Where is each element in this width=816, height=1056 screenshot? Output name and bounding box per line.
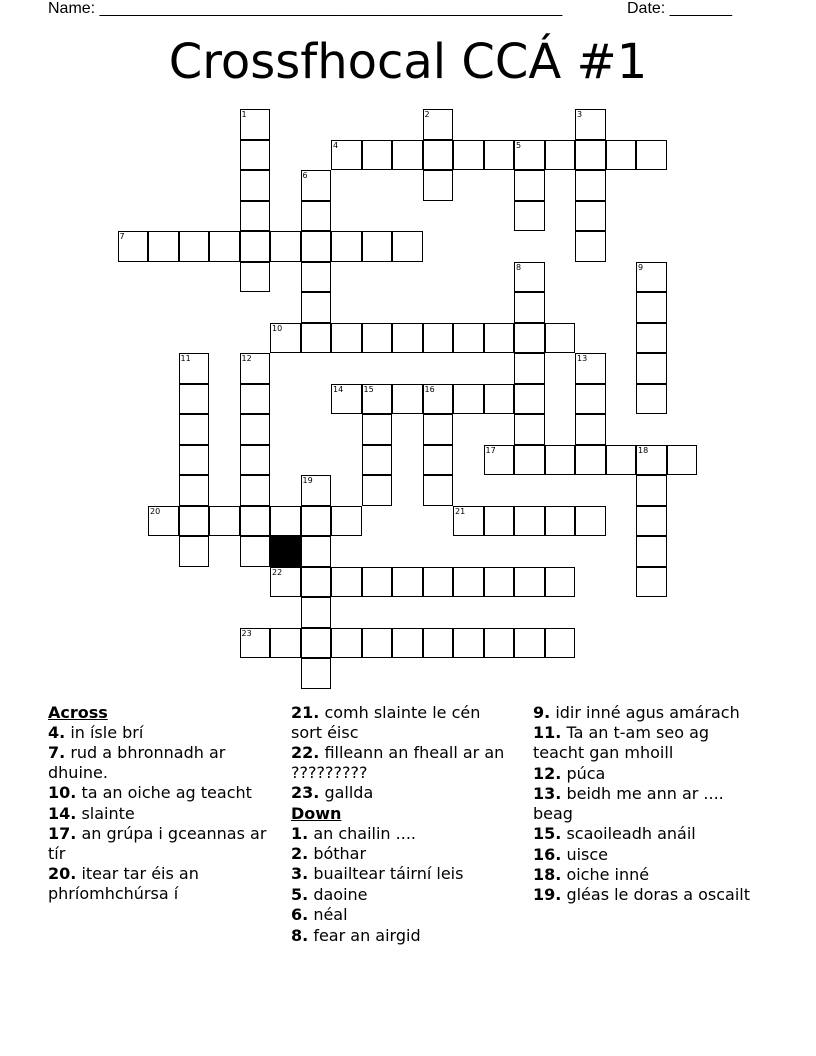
- crossword-cell[interactable]: [240, 201, 271, 232]
- clue-number: 8.: [291, 925, 309, 945]
- crossword-cell[interactable]: [362, 445, 393, 476]
- crossword-cell[interactable]: [301, 262, 332, 293]
- crossword-cell[interactable]: [301, 475, 332, 506]
- clue-number: 6.: [291, 905, 309, 925]
- crossword-cell[interactable]: [636, 536, 667, 567]
- clue-text: fear an airgid: [313, 925, 421, 945]
- crossword-cell[interactable]: [575, 414, 606, 445]
- crossword-cell[interactable]: [392, 628, 423, 659]
- clue-number: 22: [272, 567, 283, 577]
- clue-item: [291, 743, 511, 783]
- crossword-cell[interactable]: [545, 506, 576, 537]
- clue-number: 10.: [48, 783, 77, 803]
- clue-item: [291, 905, 511, 925]
- crossword-cell[interactable]: [514, 445, 545, 476]
- clue-item: [291, 824, 511, 844]
- clue-text: buailtear táirní leis: [313, 864, 464, 884]
- clue-number: 8: [516, 262, 522, 272]
- crossword-cell[interactable]: [575, 445, 606, 476]
- clue-text: bóthar: [313, 843, 367, 863]
- clue-item: [533, 824, 763, 844]
- crossword-cell[interactable]: [423, 567, 454, 598]
- crossword-cell[interactable]: [423, 140, 454, 171]
- crossword-cell[interactable]: [240, 353, 271, 384]
- crossword-cell[interactable]: [331, 567, 362, 598]
- clue-text: itear tar éis an phríomhchúrsa í: [48, 864, 199, 904]
- down-heading: Down: [291, 803, 342, 823]
- clue-number: 3: [577, 110, 583, 119]
- clue-text: daoine: [313, 884, 368, 904]
- page-title: Crossfhocal CCÁ #1: [168, 34, 648, 90]
- clue-text: in ísle brí: [70, 722, 144, 742]
- crossword-cell[interactable]: [179, 536, 210, 567]
- crossword-cell[interactable]: [636, 445, 667, 476]
- crossword-cell[interactable]: [453, 567, 484, 598]
- crossword-cell[interactable]: [423, 628, 454, 659]
- crossword-cell[interactable]: [362, 475, 393, 506]
- clue-number: 22.: [291, 743, 320, 763]
- crossword-cell[interactable]: [301, 628, 332, 659]
- clue-item: [533, 784, 763, 824]
- crossword-cell[interactable]: [575, 506, 606, 537]
- clue-number: 13.: [533, 783, 562, 803]
- crossword-cell[interactable]: [514, 414, 545, 445]
- clue-number: 20.: [48, 864, 77, 884]
- crossword-cell[interactable]: [545, 323, 576, 354]
- clue-text: filleann an fheall ar an ?????????: [291, 743, 505, 782]
- clue-number: 1: [241, 110, 247, 119]
- clue-number: 20: [150, 506, 161, 516]
- clue-item: [291, 926, 511, 946]
- clue-item: [291, 844, 511, 864]
- clue-item: [48, 824, 273, 864]
- crossword-cell[interactable]: [423, 170, 454, 201]
- clue-item: [533, 865, 763, 885]
- clue-number: 14.: [48, 803, 77, 823]
- clue-number: 15: [363, 384, 374, 394]
- crossword-cell[interactable]: [392, 567, 423, 598]
- crossword-cell[interactable]: [301, 506, 332, 537]
- clue-text: Ta an t-am seo ag teacht gan mhoill: [533, 723, 710, 763]
- crossword-cell[interactable]: [301, 323, 332, 354]
- clue-item: [291, 885, 511, 905]
- clue-number: 13: [577, 354, 588, 363]
- crossword-cell[interactable]: [179, 414, 210, 445]
- clue-text: uisce: [566, 844, 608, 864]
- crossword-cell[interactable]: [545, 567, 576, 598]
- crossword-cell[interactable]: [240, 109, 271, 140]
- clue-item: [48, 864, 273, 904]
- crossword-cell[interactable]: [453, 506, 484, 537]
- clue-number: 16.: [533, 844, 562, 864]
- clue-number: 7.: [48, 743, 66, 763]
- crossword-cell[interactable]: [331, 323, 362, 354]
- clue-number: 12.: [533, 763, 562, 783]
- clue-number: 17.: [48, 824, 77, 844]
- crossword-cell[interactable]: [575, 231, 606, 262]
- clue-item: [291, 703, 511, 743]
- clue-number: 3.: [291, 864, 309, 884]
- crossword-cell[interactable]: [301, 170, 332, 201]
- crossword-cell[interactable]: [270, 628, 301, 659]
- clue-number: 23: [241, 628, 252, 638]
- clue-text: slainte: [81, 803, 135, 823]
- crossword-cell[interactable]: [301, 536, 332, 567]
- crossword-cell[interactable]: [240, 506, 271, 537]
- clue-number: 19.: [533, 885, 562, 905]
- crossword-cell[interactable]: [240, 445, 271, 476]
- crossword-cell[interactable]: [270, 506, 301, 537]
- clue-column-2: [291, 703, 511, 946]
- crossword-cell[interactable]: [209, 231, 240, 262]
- crossword-cell[interactable]: [423, 323, 454, 354]
- clue-number: 4: [333, 140, 339, 150]
- black-square: [270, 536, 301, 567]
- crossword-cell[interactable]: [606, 445, 637, 476]
- crossword-cell[interactable]: [362, 231, 393, 262]
- clue-item: [533, 764, 763, 784]
- crossword-cell[interactable]: [362, 384, 393, 415]
- clue-item: [533, 845, 763, 865]
- crossword-cell[interactable]: [514, 201, 545, 232]
- crossword-cell[interactable]: [240, 414, 271, 445]
- clue-item: [48, 723, 273, 743]
- clue-text: beidh me ann ar .... beag: [533, 783, 724, 823]
- crossword-cell[interactable]: [636, 323, 667, 354]
- clue-number: 19: [302, 476, 313, 485]
- clue-number: 14: [333, 384, 344, 394]
- crossword-cell[interactable]: [301, 658, 332, 689]
- clue-text: ta an oiche ag teacht: [81, 783, 252, 803]
- clue-item: [533, 703, 763, 723]
- clue-number: 16: [424, 384, 435, 394]
- crossword-cell[interactable]: [514, 628, 545, 659]
- crossword-cell[interactable]: [636, 140, 667, 171]
- crossword-cell[interactable]: [331, 384, 362, 415]
- crossword-cell[interactable]: [453, 140, 484, 171]
- crossword-cell[interactable]: [575, 109, 606, 140]
- clue-text: púca: [566, 763, 606, 783]
- crossword-cell[interactable]: [362, 323, 393, 354]
- crossword-cell[interactable]: [240, 384, 271, 415]
- clue-number: 6: [302, 171, 308, 180]
- crossword-cell[interactable]: [301, 292, 332, 323]
- crossword-cell[interactable]: [514, 170, 545, 201]
- crossword-cell[interactable]: [240, 231, 271, 262]
- crossword-cell[interactable]: [392, 323, 423, 354]
- crossword-cell[interactable]: [240, 262, 271, 293]
- clue-number: 5: [516, 140, 522, 150]
- crossword-cell[interactable]: [362, 567, 393, 598]
- crossword-cell[interactable]: [331, 506, 362, 537]
- crossword-cell[interactable]: [514, 262, 545, 293]
- clue-number: 9.: [533, 703, 551, 722]
- crossword-cell[interactable]: [362, 414, 393, 445]
- crossword-cell[interactable]: [148, 506, 179, 537]
- crossword-cell[interactable]: [179, 475, 210, 506]
- clue-column-1: [48, 703, 273, 905]
- crossword-cell[interactable]: [636, 506, 667, 537]
- crossword-cell[interactable]: [636, 292, 667, 323]
- crossword-cell[interactable]: [392, 140, 423, 171]
- crossword-cell[interactable]: [545, 628, 576, 659]
- crossword-cell[interactable]: [575, 140, 606, 171]
- clue-number: 18.: [533, 864, 562, 884]
- crossword-cell[interactable]: [636, 262, 667, 293]
- crossword-cell[interactable]: [392, 231, 423, 262]
- crossword-cell[interactable]: [240, 536, 271, 567]
- crossword-cell[interactable]: [484, 628, 515, 659]
- clue-number: 12: [241, 354, 252, 363]
- clue-text: gallda: [324, 783, 374, 803]
- clue-number: 9: [638, 262, 644, 272]
- crossword-cell[interactable]: [301, 231, 332, 262]
- crossword-cell[interactable]: [240, 140, 271, 171]
- clue-column-3: [533, 703, 763, 906]
- crossword-cell[interactable]: [453, 384, 484, 415]
- clue-text: gléas le doras a oscailt: [566, 885, 751, 905]
- clue-item: [48, 783, 273, 803]
- crossword-cell[interactable]: [484, 567, 515, 598]
- clue-number: 21.: [291, 703, 320, 722]
- crossword-cell[interactable]: [545, 445, 576, 476]
- crossword-cell[interactable]: [514, 506, 545, 537]
- name-field-label: Name: ____________________________________________________: [48, 0, 563, 17]
- clue-number: 1.: [291, 823, 309, 843]
- clue-text: oiche inné: [566, 864, 650, 884]
- crossword-cell[interactable]: [423, 384, 454, 415]
- crossword-cell[interactable]: [636, 475, 667, 506]
- crossword-cell[interactable]: [301, 567, 332, 598]
- clue-text: comh slainte le cén sort éisc: [291, 703, 481, 742]
- clue-number: 5.: [291, 884, 309, 904]
- crossword-cell[interactable]: [148, 231, 179, 262]
- clue-text: idir inné agus amárach: [555, 703, 740, 722]
- crossword-cell[interactable]: [240, 628, 271, 659]
- crossword-cell[interactable]: [209, 506, 240, 537]
- crossword-cell[interactable]: [453, 628, 484, 659]
- crossword-cell[interactable]: [331, 231, 362, 262]
- crossword-cell[interactable]: [545, 140, 576, 171]
- clue-item: [291, 864, 511, 884]
- crossword-cell[interactable]: [514, 353, 545, 384]
- crossword-cell[interactable]: [423, 445, 454, 476]
- crossword-cell[interactable]: [575, 201, 606, 232]
- clue-number: 2.: [291, 843, 309, 863]
- crossword-cell[interactable]: [636, 353, 667, 384]
- crossword-cell[interactable]: [484, 323, 515, 354]
- crossword-cell[interactable]: [362, 628, 393, 659]
- crossword-cell[interactable]: [636, 384, 667, 415]
- crossword-cell[interactable]: [179, 353, 210, 384]
- clue-number: 21: [455, 506, 466, 516]
- clue-number: 2: [424, 110, 430, 119]
- clue-number: 11.: [533, 723, 562, 743]
- crossword-cell[interactable]: [270, 323, 301, 354]
- crossword-cell[interactable]: [575, 170, 606, 201]
- crossword-cell[interactable]: [270, 567, 301, 598]
- clue-number: 4.: [48, 722, 66, 742]
- crossword-cell[interactable]: [240, 475, 271, 506]
- crossword-cell[interactable]: [270, 231, 301, 262]
- clue-number: 18: [638, 445, 649, 455]
- crossword-cell[interactable]: [667, 445, 698, 476]
- crossword-cell[interactable]: [392, 384, 423, 415]
- crossword-cell[interactable]: [179, 384, 210, 415]
- crossword-cell[interactable]: [423, 475, 454, 506]
- clue-text: an chailin ....: [313, 823, 416, 843]
- crossword-cell[interactable]: [514, 140, 545, 171]
- crossword-cell[interactable]: [423, 414, 454, 445]
- crossword-cell[interactable]: [179, 231, 210, 262]
- crossword-cell[interactable]: [179, 445, 210, 476]
- crossword-cell[interactable]: [362, 140, 393, 171]
- clue-item: [48, 804, 273, 824]
- crossword-cell[interactable]: [514, 567, 545, 598]
- crossword-cell[interactable]: [636, 567, 667, 598]
- clue-item: [48, 743, 273, 783]
- clue-text: néal: [313, 905, 348, 925]
- crossword-cell[interactable]: [484, 445, 515, 476]
- crossword-cell[interactable]: [575, 353, 606, 384]
- crossword-cell[interactable]: [301, 597, 332, 628]
- across-heading: Across: [48, 703, 108, 722]
- clue-number: 23.: [291, 783, 320, 803]
- crossword-cell[interactable]: [331, 140, 362, 171]
- crossword-cell[interactable]: [514, 292, 545, 323]
- date-field-label: Date: _______: [627, 0, 732, 17]
- crossword-cell[interactable]: [514, 384, 545, 415]
- clue-number: 11: [180, 354, 191, 363]
- crossword-cell[interactable]: [301, 201, 332, 232]
- crossword-cell[interactable]: [423, 109, 454, 140]
- crossword-cell[interactable]: [331, 628, 362, 659]
- clue-text: an grúpa i gceannas ar tír: [48, 824, 267, 863]
- clue-item: [533, 885, 763, 905]
- crossword-cell[interactable]: [575, 384, 606, 415]
- crossword-cell[interactable]: [179, 506, 210, 537]
- clue-text: rud a bhronnadh ar dhuine.: [48, 743, 226, 782]
- crossword-cell[interactable]: [606, 140, 637, 171]
- crossword-cell[interactable]: [118, 231, 149, 262]
- clue-number: 10: [272, 323, 283, 333]
- crossword-cell[interactable]: [240, 170, 271, 201]
- clue-item: [533, 723, 763, 763]
- clue-number: 7: [119, 232, 125, 241]
- clue-number: 15.: [533, 824, 562, 844]
- crossword-cell[interactable]: [484, 140, 515, 171]
- clue-number: 17: [485, 445, 496, 455]
- crossword-cell[interactable]: [453, 323, 484, 354]
- crossword-cell[interactable]: [514, 323, 545, 354]
- clue-text: scaoileadh anáil: [566, 824, 696, 844]
- crossword-cell[interactable]: [484, 384, 515, 415]
- clue-item: [291, 783, 511, 803]
- crossword-cell[interactable]: [484, 506, 515, 537]
